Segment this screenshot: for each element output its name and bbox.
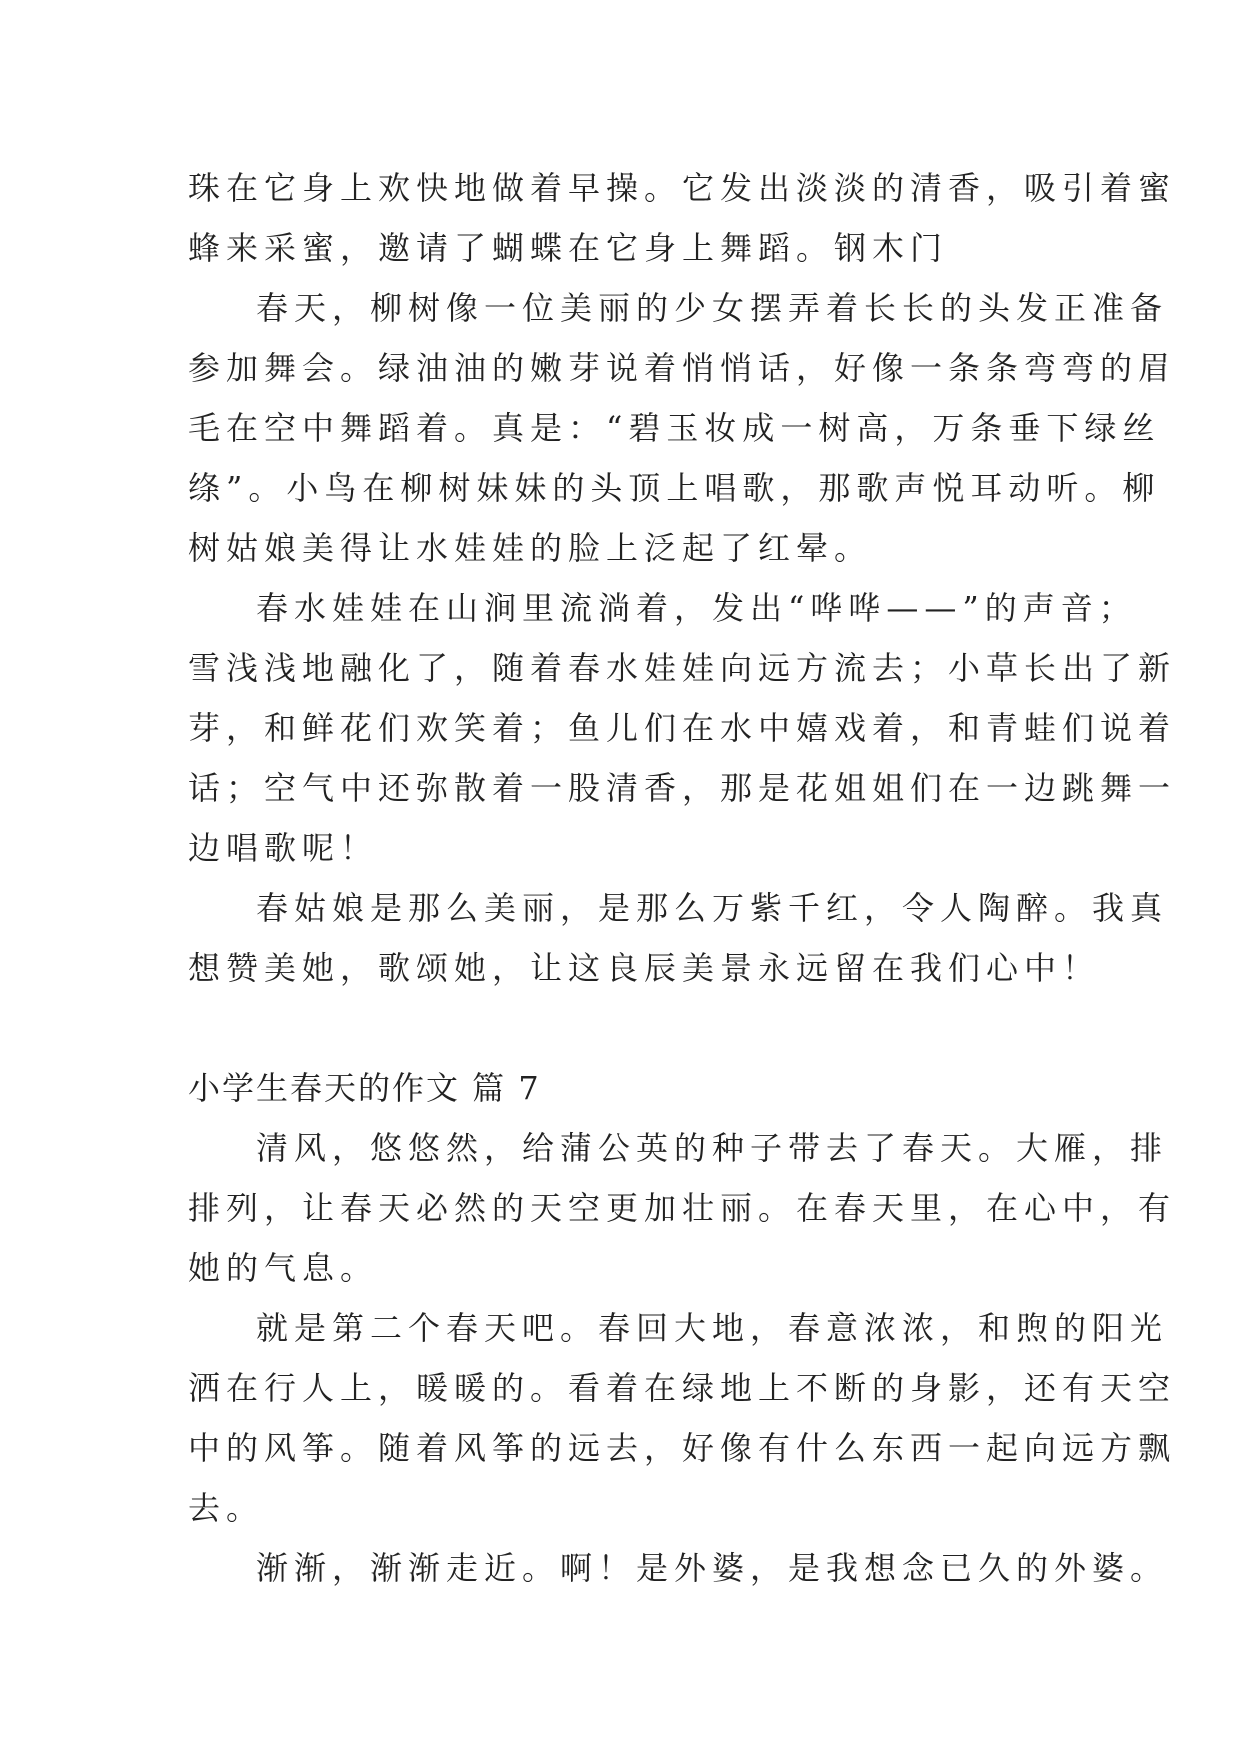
text-line: 春水娃娃在山涧里流淌着，发出“哗哗——”的声音； xyxy=(256,589,1137,627)
text-line: 清风，悠悠然，给蒲公英的种子带去了春天。大雁，排 xyxy=(256,1129,1169,1167)
text-line: 就是第二个春天吧。春回大地，春意浓浓，和煦的阳光 xyxy=(256,1309,1169,1347)
section-heading: 小学生春天的作文 篇 7 xyxy=(188,1069,541,1107)
paragraph-continuation xyxy=(188,158,1177,278)
text-line: 雪浅浅地融化了，随着春水娃娃向远方流去；小草长出了新 xyxy=(188,649,1177,687)
text-line: 珠在它身上欢快地做着早操。它发出淡淡的清香，吸引着蜜 xyxy=(188,169,1177,207)
paragraph-grandma xyxy=(188,1538,1169,1598)
section-gap xyxy=(188,998,1068,1058)
paragraph-second-spring xyxy=(188,1298,1177,1538)
text-line: 洒在行人上，暖暖的。看着在绿地上不断的身影，还有天空 xyxy=(188,1369,1177,1407)
text-line: 春天，柳树像一位美丽的少女摆弄着长长的头发正准备 xyxy=(256,289,1169,327)
text-line: 蜂来采蜜，邀请了蝴蝶在它身上舞蹈。钢木门 xyxy=(188,229,949,267)
text-line: 中的风筝。随着风筝的远去，好像有什么东西一起向远方飘 xyxy=(188,1429,1177,1467)
paragraph-spring-girl xyxy=(188,878,1169,998)
text-line: 去。 xyxy=(188,1489,265,1527)
text-line: 春姑娘是那么美丽，是那么万紫千红，令人陶醉。我真 xyxy=(256,889,1169,927)
text-line: 毛在空中舞蹈着。真是：“碧玉妆成一树高，万条垂下绿丝 xyxy=(188,409,1161,447)
text-line: 芽，和鲜花们欢笑着；鱼儿们在水中嬉戏着，和青蛙们说着 xyxy=(188,709,1177,747)
document-body xyxy=(188,158,1177,1598)
text-line: 边唱歌呢！ xyxy=(188,829,379,867)
text-line: 她的气息。 xyxy=(188,1249,379,1287)
paragraph-willow xyxy=(188,278,1177,578)
paragraph-breeze xyxy=(188,1118,1177,1298)
text-line: 话；空气中还弥散着一股清香，那是花姐姐们在一边跳舞一 xyxy=(188,769,1177,807)
paragraph-spring-water xyxy=(188,578,1177,878)
text-line: 树姑娘美得让水娃娃的脸上泛起了红晕。 xyxy=(188,529,873,567)
text-line: 想赞美她，歌颂她，让这良辰美景永远留在我们心中！ xyxy=(188,949,1101,987)
text-line: 排列，让春天必然的天空更加壮丽。在春天里，在心中，有 xyxy=(188,1189,1177,1227)
text-line: 绦”。小鸟在柳树妹妹的头顶上唱歌，那歌声悦耳动听。柳 xyxy=(188,469,1161,507)
text-line: 渐渐，渐渐走近。啊！是外婆，是我想念已久的外婆。 xyxy=(256,1549,1169,1587)
text-line: 参加舞会。绿油油的嫩芽说着悄悄话，好像一条条弯弯的眉 xyxy=(188,349,1177,387)
